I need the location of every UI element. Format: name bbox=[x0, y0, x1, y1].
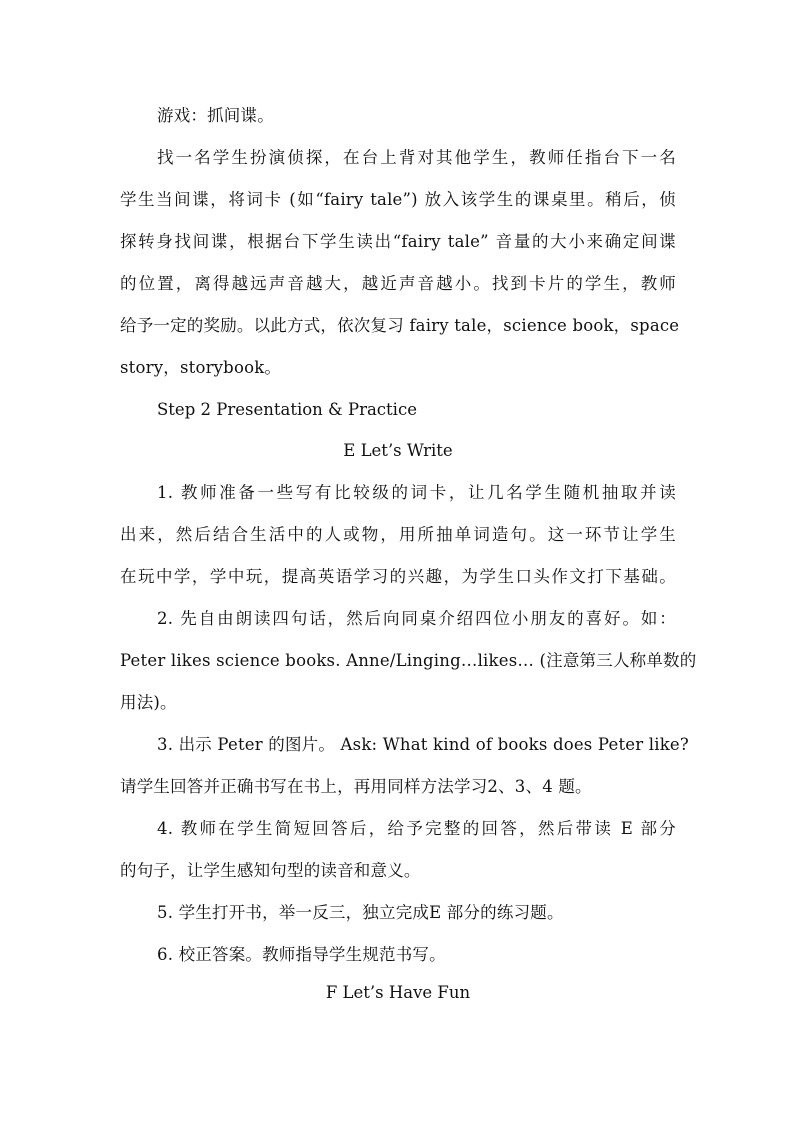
section-e-title: E Let’s Write bbox=[343, 441, 453, 460]
item-5-line: 5. 学生打开书，举一反三，独立完成E 部分的练习题。 bbox=[157, 903, 564, 922]
item-3-line: 3. 出示 Peter 的图片。 Ask: What kind of books does Peter like? bbox=[157, 735, 689, 754]
item-2-line: Peter likes science books. Anne/Linging…likes… (注意第三人称单数的 bbox=[120, 651, 697, 670]
game-paragraph-line: story，storybook。 bbox=[120, 358, 282, 377]
item-6-line: 6. 校正答案。教师指导学生规范书写。 bbox=[157, 945, 446, 964]
game-paragraph-line: 给予一定的奖励。以此方式，依次复习 fairy tale，science book，space bbox=[120, 316, 680, 335]
item-4-line: 4. 教师在学生简短回答后，给予完整的回答，然后带读 E 部分 bbox=[157, 819, 676, 838]
item-4-line: 的句子，让学生感知句型的读音和意义。 bbox=[120, 861, 421, 880]
item-2-line: 2. 先自由朗读四句话，然后向同桌介绍四位小朋友的喜好。如： bbox=[157, 609, 676, 628]
game-paragraph-line: 的位置，离得越远声音越大，越近声音越小。找到卡片的学生，教师 bbox=[120, 274, 676, 293]
game-paragraph-line: 找一名学生扮演侦探，在台上背对其他学生，教师任指台下一名 bbox=[157, 148, 676, 167]
item-1-line: 1. 教师准备一些写有比较级的词卡，让几名学生随机抽取并读 bbox=[157, 483, 676, 502]
step-heading: Step 2 Presentation & Practice bbox=[157, 400, 417, 419]
item-2-line: 用法)。 bbox=[120, 693, 177, 712]
game-title: 游戏：抓间谍。 bbox=[157, 106, 274, 125]
game-paragraph-line: 学生当间谍，将词卡 (如“fairy tale”) 放入该学生的课桌里。稍后，侦 bbox=[120, 190, 676, 209]
item-1-line: 在玩中学，学中玩，提高英语学习的兴趣，为学生口头作文打下基础。 bbox=[120, 567, 676, 586]
section-f-title: F Let’s Have Fun bbox=[325, 983, 471, 1002]
item-1-line: 出来，然后结合生活中的人或物，用所抽单词造句。这一环节让学生 bbox=[120, 525, 676, 544]
item-3-line: 请学生回答并正确书写在书上，再用同样方法学习2、3、4 题。 bbox=[120, 777, 592, 796]
game-paragraph-line: 探转身找间谍，根据台下学生读出“fairy tale” 音量的大小来确定间谍 bbox=[120, 232, 676, 251]
